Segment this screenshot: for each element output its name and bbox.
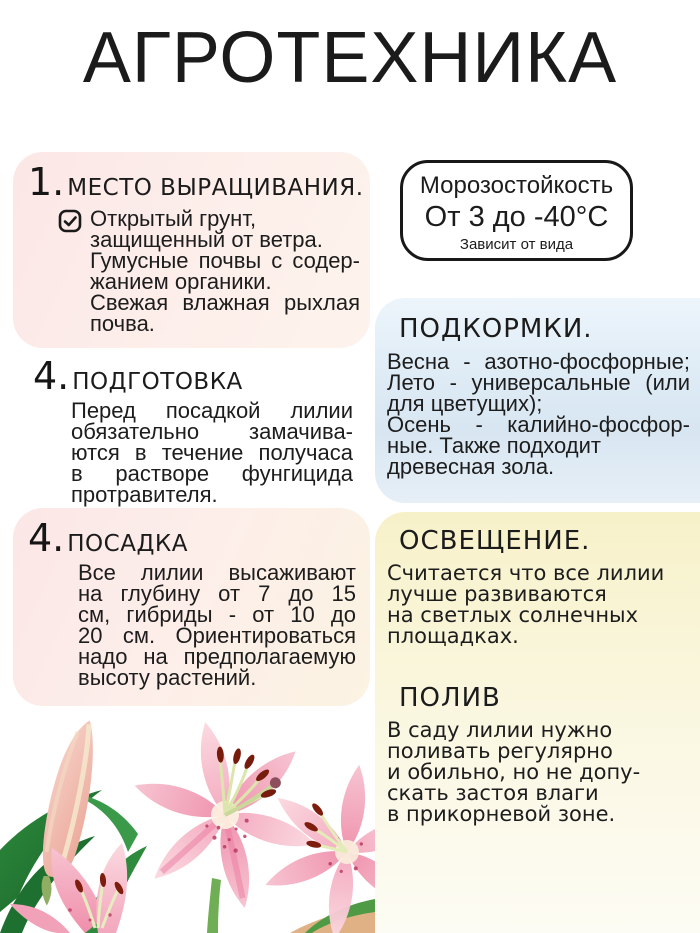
section-number: 1.: [28, 160, 65, 204]
text-line: Все лилии высаживают: [78, 560, 356, 585]
watering-text: [387, 720, 690, 825]
text-line: защищенный от ветра.: [90, 227, 323, 252]
planting-heading: [28, 516, 370, 560]
light-watering-panel: [375, 512, 700, 933]
frost-note: Зависит от вида: [459, 236, 574, 253]
planting-panel: [13, 508, 370, 706]
section-title: МЕСТО ВЫРАЩИВАНИЯ.: [67, 175, 364, 201]
text-line: лучше развиваются: [387, 582, 607, 606]
text-line: Считается что все лилии: [387, 561, 665, 585]
text-line: на глубину от 7 до 15: [78, 581, 356, 606]
text-line: Весна - азотно-фосфорные;: [387, 349, 690, 374]
growing-place-panel: [13, 152, 370, 348]
text-line: в прикорневой зоне.: [387, 802, 616, 826]
text-line: протравителя.: [71, 482, 218, 507]
preparation-text: [71, 400, 353, 505]
preparation-section: [13, 350, 370, 505]
feeding-heading: ПОДКОРМКИ.: [399, 314, 593, 344]
feeding-panel: [375, 298, 700, 503]
watering-heading: ПОЛИВ: [399, 683, 501, 713]
section-title: ПОСАДКА: [67, 531, 188, 557]
text-line: ются в течение получаса: [71, 440, 353, 465]
growing-place-heading: [28, 160, 370, 204]
text-line: в растворе фунгицида: [71, 461, 353, 486]
text-line: почва.: [90, 311, 155, 336]
preparation-heading: [33, 354, 370, 398]
text-line: на светлых солнечных: [387, 603, 639, 627]
text-line: обязательно замачива-: [71, 419, 353, 444]
text-line: Гумусные почвы с содер-: [90, 248, 360, 273]
planting-text: [78, 562, 356, 688]
text-line: площадках.: [387, 624, 519, 648]
text-line: надо на предполагаемую: [78, 644, 356, 669]
section-number: 4.: [33, 354, 70, 398]
frost-range: От 3 до -40°С: [424, 201, 609, 233]
text-line: поливать регулярно: [387, 739, 613, 763]
text-line: и обильно, но не допу-: [387, 760, 641, 784]
text-line: ные. Также подходит: [387, 433, 602, 458]
text-line: скать застоя влаги: [387, 781, 599, 805]
feeding-text: [387, 351, 690, 477]
text-line: Перед посадкой лилии: [71, 398, 353, 423]
text-line: Открытый грунт,: [90, 206, 257, 231]
text-line: Свежая влажная рыхлая: [90, 290, 360, 315]
section-title: ПОДГОТОВКА: [72, 369, 243, 395]
text-line: см, гибриды - от 10 до: [78, 602, 356, 627]
light-text: [387, 563, 690, 647]
text-line: Лето - универсальные (или: [387, 370, 690, 395]
light-heading: ОСВЕЩЕНИЕ.: [399, 526, 591, 556]
checkbox-checked-icon: [58, 209, 82, 233]
text-line: жанием органики.: [90, 269, 272, 294]
text-line: древесная зола.: [387, 454, 555, 479]
text-line: высоту растений.: [78, 665, 257, 690]
text-line: для цветущих);: [387, 391, 543, 416]
frost-title: Морозостойкость: [419, 172, 614, 199]
section-number: 4.: [28, 516, 65, 560]
text-line: 20 см. Ориентироваться: [78, 623, 356, 648]
page-title: АГРОТЕХНИКА: [82, 18, 618, 98]
text-line: Осень - калийно-фосфор-: [387, 412, 690, 437]
growing-place-text: [90, 208, 360, 334]
text-line: В саду лилии нужно: [387, 718, 613, 742]
lily-flowers-image: [0, 700, 375, 933]
frost-resistance-box: [400, 160, 633, 261]
